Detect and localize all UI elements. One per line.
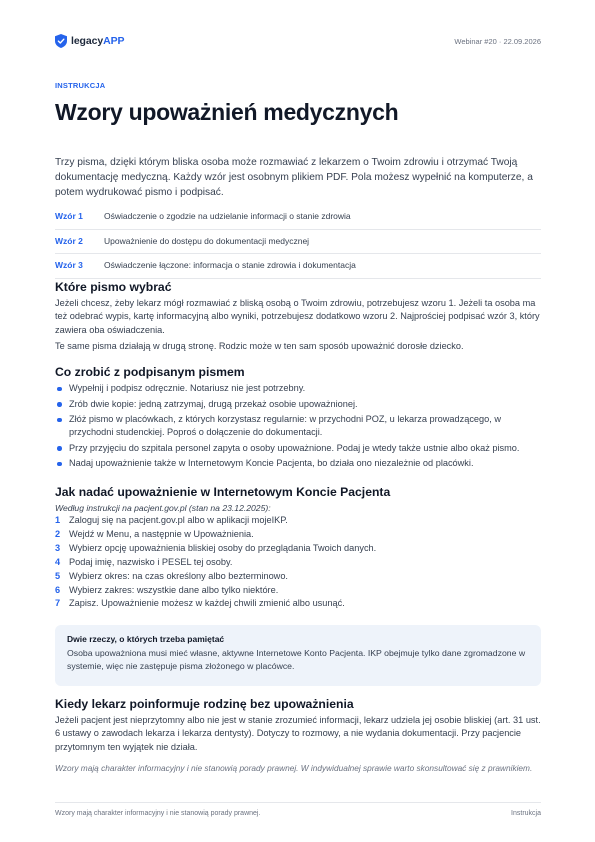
step-item [55,556,543,570]
step-text: Zapisz. Upoważnienie możesz w każdej chwili zmienić albo usunąć. [69,598,345,609]
step-item [55,570,543,584]
webinar-meta: Webinar #20 · 22.09.2026 [454,37,541,46]
source-note: Według instrukcji na pacjent.gov.pl (stan na 23.12.2025): [55,503,271,513]
section-signed-document [55,365,543,473]
step-text: Wejdź w Menu, a następnie w Upoważnienia. [69,528,254,539]
step-number: 4 [55,556,61,567]
form-code: Wzór 1 [55,211,83,221]
steps-list [55,514,543,611]
list-item [55,442,543,455]
list-item-text: Złóż pismo w placówkach, z których korzystasz regularnie: w przychodni POZ, u lekarza prowadzącego, w przychodni studenckiej. Poproś o dołączenie do dokumentacji. [69,414,501,438]
form-code: Wzór 2 [55,235,83,246]
form-code: Wzór 3 [55,260,83,270]
intro-paragraph: Trzy pisma, dzięki którym bliska osoba może rozmawiać z lekarzem o Twoim zdrowiu i otrzymać Twoją dokumentację medyczną. Każdy wzór jest osobnym plikiem PDF. Pola możesz wypełnić na komputerze, a potem wydrukować pismo i podpisać. [55,157,533,198]
form-row-2 [55,230,541,255]
section-ikp [55,485,543,611]
note-title: Dwie rzeczy, o których trzeba pamiętać [67,634,225,644]
dot-icon [57,418,62,423]
list-item [55,457,543,470]
form-description: Oświadczenie o zgodzie na udzielanie informacji o stanie zdrowia [104,211,351,221]
dot-icon [57,462,62,467]
step-text: Zaloguj się na pacjent.gov.pl albo w aplikacji mojeIKP. [69,515,288,525]
page-title: Wzory upoważnień medycznych [55,99,399,125]
step-number: 7 [55,598,61,609]
step-text: Podaj imię, nazwisko i PESEL tej osoby. [69,556,233,567]
step-item [55,597,543,611]
section-heading: Co zrobić z podpisanym pismem [55,365,245,379]
step-item [55,528,543,542]
logo-text-legacy: legacy [71,35,104,47]
footer-note: Wzory mają charakter informacyjny i nie stanowią porady prawnej. [55,810,261,817]
bullet-list [55,382,543,470]
step-number: 3 [55,542,61,553]
eyebrow-label: INSTRUKCJA [55,81,106,90]
dot-icon [57,402,62,407]
dot-icon [57,446,62,451]
footer-divider [55,802,541,803]
step-text: Wybierz okres: na czas określony albo bezterminowo. [69,570,288,581]
section-paragraph: Te same pisma działają w drugą stronę. Rodzic może w ten sam sposób upoważnić dorosłe dziecko. [55,341,464,352]
list-item-text: Zrób dwie kopie: jedną zatrzymaj, drugą przekaż osobie upoważnionej. [69,398,358,409]
list-item-text: Wypełnij i podpisz odręcznie. Notariusz nie jest potrzebny. [69,383,306,393]
disclaimer: Wzory mają charakter informacyjny i nie stanowią porady prawnej. W indywidualnej sprawie warto skonsultować się z prawnikiem. [55,763,533,773]
list-item-text: Nadaj upoważnienie także w Internetowym Koncie Pacjenta, bo działa ono niezależnie od placówki. [69,458,474,469]
form-row-1 [55,205,541,230]
form-description: Oświadczenie łączone: informacja o stanie zdrowia i dokumentacja [104,260,356,270]
section-heading: Jak nadać upoważnienie w Internetowym Koncie Pacjenta [55,485,391,499]
step-text: Wybierz opcję upoważnienia bliskiej osoby do przeglądania Twoich danych. [69,542,377,553]
step-text: Wybierz zakres: wszystkie dane albo tylko niektóre. [69,584,279,595]
section-paragraph: Jeżeli pacjent jest nieprzytomny albo nie jest w stanie zrozumieć informacji, lekarz udziela jej osobie bliskiej (art. 31 ust. 6 ustawy o zawodach lekarza i lekarza dentysty). Dotyczy to rozmowy, a nie wydania dokumentacji. Przy pacjencie przytomnym ten wyjątek nie działa. [55,715,541,752]
note-body: Osoba upoważniona musi mieć własne, aktywne Internetowe Konto Pacjenta. IKP obejmuje tylko dane zgromadzone w systemie, więc nie zastępuje pisma złożonego w placówce. [67,648,526,671]
dot-icon [57,387,62,392]
section-doctor-exception [55,697,543,754]
section-heading: Kiedy lekarz poinformuje rodzinę bez upoważnienia [55,697,354,711]
list-item [55,413,543,439]
step-item [55,584,543,598]
note-box [55,625,541,686]
logo [55,34,124,48]
form-description: Upoważnienie do dostępu do dokumentacji medycznej [104,235,310,246]
list-item-text: Przy przyjęciu do szpitala personel zapyta o osoby upoważnione. Podaj je wtedy także ustnie albo okaż pismo. [69,442,520,453]
section-paragraph: Jeżeli chcesz, żeby lekarz mógł rozmawiać z bliską osobą o Twoim zdrowiu, potrzebujesz wzoru 1. Jeżeli ta osoba ma też odebrać wypis, kartę informacyjną albo wyniki, potrzebujesz dodatkowo wzoru 2. Najprościej podpisać wzór 3, który zawiera oba oświadczenia. [55,298,540,335]
step-number: 5 [55,570,61,581]
forms-list [55,205,541,279]
logo-text [71,35,124,47]
step-number: 2 [55,528,61,539]
shield-icon [55,34,67,48]
form-row-3 [55,254,541,279]
step-number: 1 [55,515,61,525]
section-heading: Które pismo wybrać [55,280,172,294]
page-header [55,34,541,50]
step-item [55,542,543,556]
logo-text-app: APP [103,35,125,47]
list-item [55,382,543,395]
list-item [55,398,543,411]
footer-label: Instrukcja [511,810,541,817]
section-which-form [55,280,543,354]
step-number: 6 [55,584,61,595]
step-item [55,514,543,528]
